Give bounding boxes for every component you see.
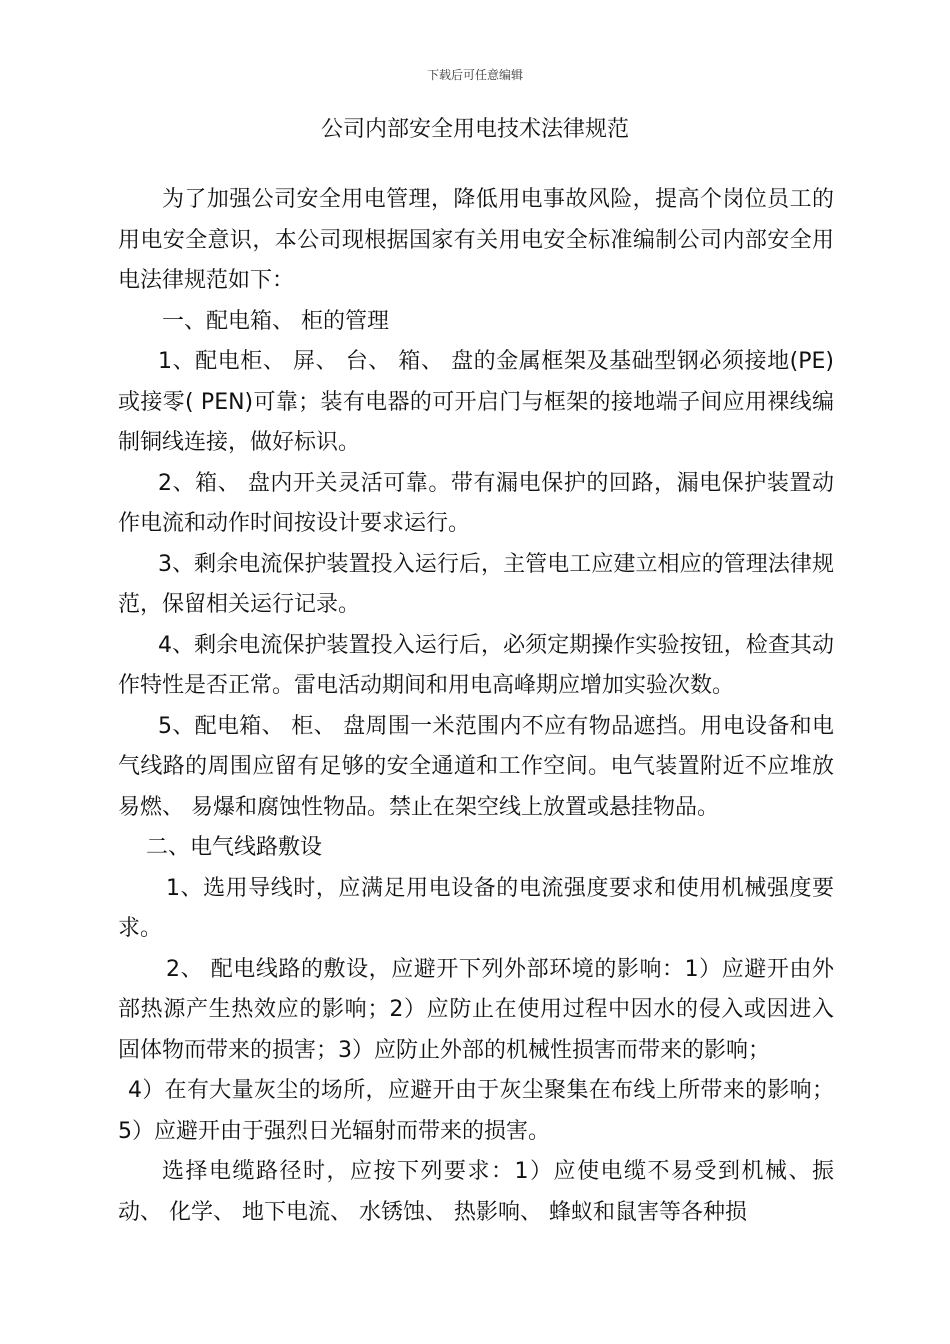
clause-1-5: 5、配电箱、 柜、 盘周围一米范围内不应有物品遮挡。用电设备和电气线路的周围应留有足够的安全通道和工作空间。电气装置附近不应堆放易燃、 易爆和腐蚀性物品。禁止在架空线上放置或悬挂物品。 [118,713,834,820]
document-body [118,180,834,1233]
cable-route-paragraph: 选择电缆路径时，应按下列要求：1）应使电缆不易受到机械、振动、 化学、 地下电流、 水锈蚀、 热影响、 蜂蚁和鼠害等各种损 [118,1159,834,1225]
clause-1-3: 3、剩余电流保护装置投入运行后，主管电工应建立相应的管理法律规范，保留相关运行记录。 [118,551,834,617]
clause-2-2-continued: 4）在有大量灰尘的场所，应避开由于灰尘聚集在布线上所带来的影响；5）应避开由于强烈日光辐射而带来的损害。 [118,1078,834,1144]
clause-2-1: 1、选用导线时，应满足用电设备的电流强度要求和使用机械强度要求。 [118,875,834,941]
clause-2-2: 2、 配电线路的敷设，应避开下列外部环境的影响：1）应避开由外部热源产生热效应的影响；2）应防止在使用过程中因水的侵入或因进入固体物而带来的损害；3）应防止外部的机械性损害而带来的影响； [118,956,834,1063]
section-heading-2: 二、电气线路敷设 [146,835,323,860]
clause-1-2: 2、箱、 盘内开关灵活可靠。带有漏电保护的回路，漏电保护装置动作电流和动作时间按设计要求运行。 [118,470,834,536]
intro-paragraph: 为了加强公司安全用电管理，降低用电事故风险，提高个岗位员工的用电安全意识，本公司现根据国家有关用电安全标准编制公司内部安全用电法律规范如下： [118,187,834,293]
clause-1-1: 1、配电柜、 屏、 台、 箱、 盘的金属框架及基础型钢必须接地(PE)或接零( PEN)可靠；装有电器的可开启门与框架的接地端子间应用裸线编制铜线连接，做好标识。 [118,349,834,455]
header-note: 下载后可任意编辑 [426,68,523,82]
section-heading-1: 一、配电箱、 柜的管理 [162,308,389,334]
document-title: 公司内部安全用电技术法律规范 [320,117,629,142]
clause-1-4: 4、剩余电流保护装置投入运行后，必须定期操作实验按钮，检查其动作特性是否正常。雷电活动期间和用电高峰期应增加实验次数。 [118,632,834,698]
